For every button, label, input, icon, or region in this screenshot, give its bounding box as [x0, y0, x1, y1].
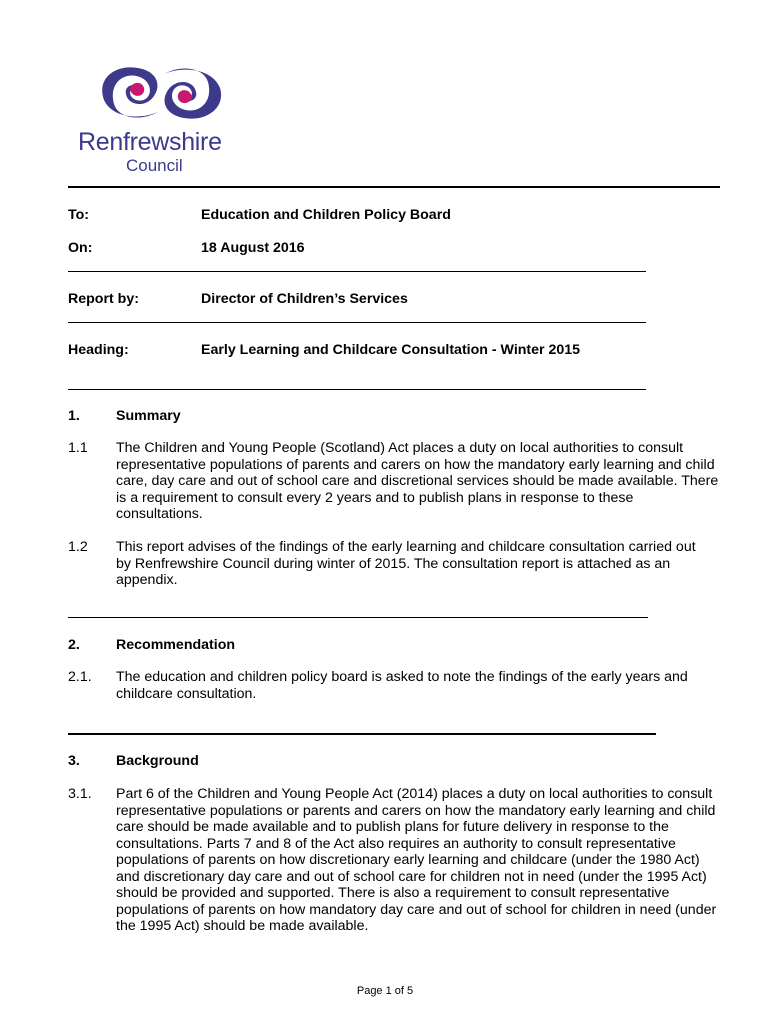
divider: [68, 271, 646, 272]
council-logo: [78, 60, 248, 180]
heading-label: Heading:: [68, 342, 129, 358]
section-title: Summary: [116, 408, 181, 424]
top-rule: [68, 186, 720, 188]
section-title: Recommendation: [116, 637, 236, 653]
divider: [68, 322, 646, 323]
section-number: 2.: [68, 637, 80, 653]
page-number: Page 1 of 5: [356, 985, 414, 997]
swirl-logo-icon: [96, 60, 226, 126]
paragraph-number: 3.1.: [68, 786, 92, 802]
section-number: 1.: [68, 408, 80, 424]
to-label: To:: [68, 207, 90, 223]
on-value: 18 August 2016: [201, 240, 305, 256]
reportby-label: Report by:: [68, 291, 139, 307]
org-sub: Council: [126, 156, 183, 175]
section-title: Background: [116, 753, 199, 769]
paragraph-number: 2.1.: [68, 669, 92, 685]
paragraph-text: The Children and Young People (Scotland) Act places a duty on local authorities to consult representative populations of parents and carers on how the mandatory early learning and child care, day care and out of school care and discretional services should be made available. There is a requirement to consult every 2 years and to publish plans in response to these consultations.: [116, 440, 719, 522]
to-value: Education and Children Policy Board: [201, 207, 451, 223]
paragraph-text: This report advises of the findings of the early learning and childcare consultation carried out by Renfrewshire Council during winter of 2015. The consultation report is attached as an appendix.: [116, 539, 696, 588]
thick-divider: [68, 733, 656, 735]
paragraph-number: 1.2: [68, 539, 88, 555]
paragraph-text: The education and children policy board is asked to note the findings of the early years and childcare consultation.: [116, 669, 688, 702]
section-number: 3.: [68, 753, 80, 769]
paragraph-text: Part 6 of the Children and Young People Act (2014) places a duty on local authorities to consult representative populations or parents and carers on how the mandatory early learning and child care should be made available and to publish plans for future delivery in response to the consultations. Parts 7 and 8 of the Act also requires an authority to consult representative populations of parents on how discretionary early learning and childcare (under the 1980 Act) and discretionary day care and out of school care for children not in need (under the 1995 Act) should be provided and supported. There is also a requirement to consult representative populations of parents on how mandatory day care and out of school for children in need (under the 1995 Act) should be made available.: [116, 786, 717, 934]
divider: [68, 389, 646, 390]
paragraph-number: 1.1: [68, 440, 88, 456]
divider: [68, 617, 648, 618]
heading-value: Early Learning and Childcare Consultation - Winter 2015: [201, 342, 581, 358]
reportby-value: Director of Children’s Services: [201, 291, 408, 307]
org-name: Renfrewshire: [78, 128, 222, 156]
on-label: On:: [68, 240, 93, 256]
